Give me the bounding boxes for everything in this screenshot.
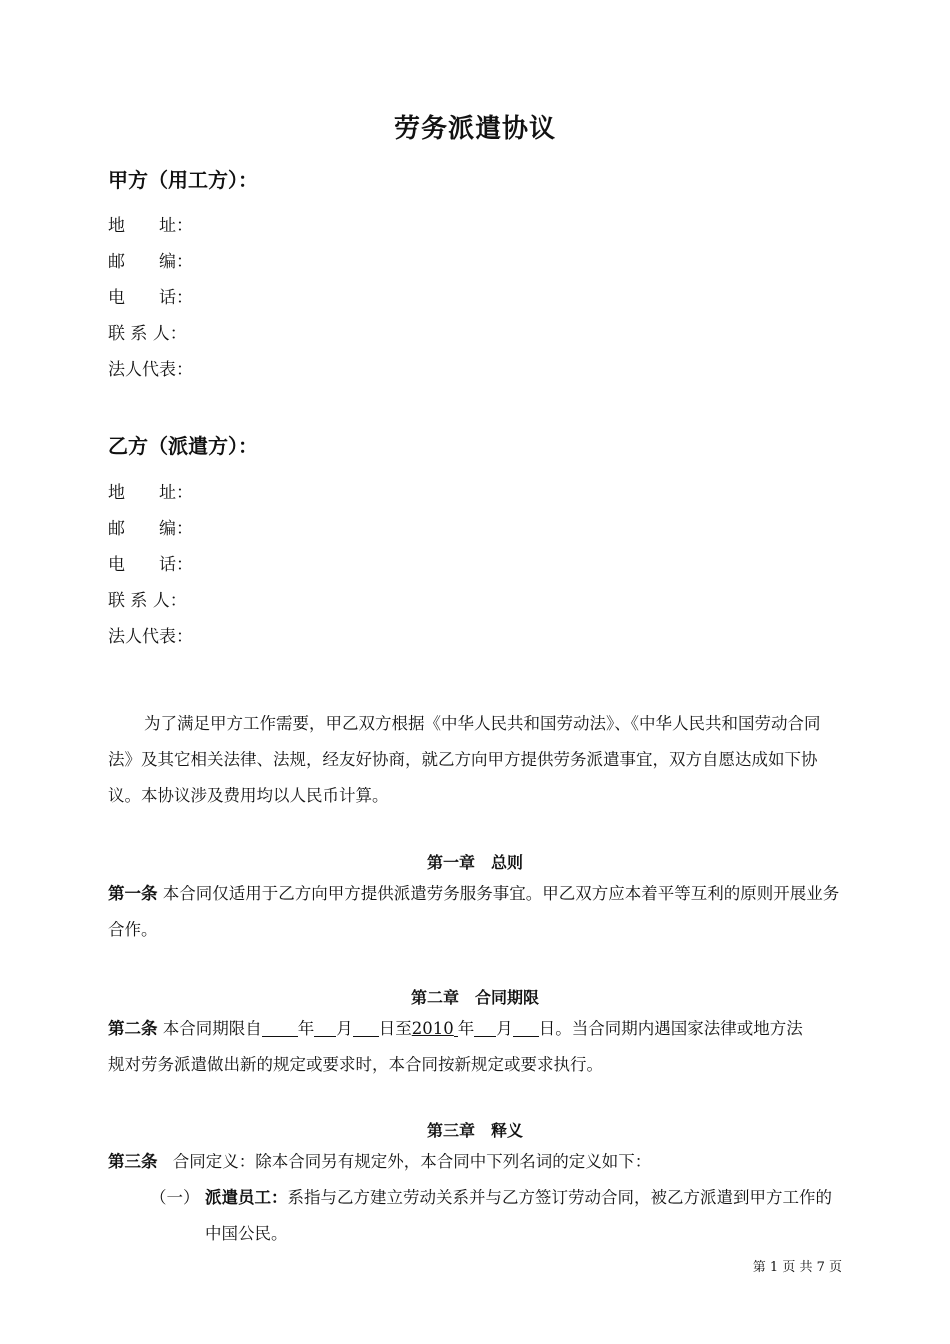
end-year-label: 年 [457, 1019, 475, 1038]
article-2-text-middle: 日。当合同期内遇国家法律或地方法 [538, 1019, 803, 1038]
article-2-label: 第二条 [108, 1019, 158, 1038]
start-day-blank [353, 1018, 379, 1037]
month-label: 月 [336, 1019, 353, 1038]
page-number-footer: 第 1 页 共 7 页 [752, 1260, 842, 1275]
party-a-address-label: 地 址： [108, 216, 193, 236]
definition-term: 派遣员工： [205, 1188, 288, 1207]
article-3-label: 第三条 [108, 1152, 158, 1171]
party-b-legal-rep-label: 法人代表： [108, 627, 193, 647]
party-b-contact-label: 联 系 人： [108, 591, 187, 611]
article-1-text: 本合同仅适用于乙方向甲方提供派遣劳务服务事宜。甲乙双方应本着平等互利的原则开展业务合作。 [108, 884, 840, 939]
party-b-phone-label: 电 话： [108, 555, 193, 575]
article-1-label: 第一条 [108, 884, 158, 903]
end-year-value: 2010 [411, 1019, 454, 1038]
preamble-paragraph: 为了满足甲方工作需要，甲乙双方根据《中华人民共和国劳动法》、《中华人民共和国劳动合同法》及其它相关法律、法规，经友好协商，就乙方向甲方提供劳务派遣事宜，双方自愿达成如下协议。本协议涉及费用均以人民币计算。 [108, 714, 821, 805]
party-b-heading: 乙方（派遣方）： [108, 434, 258, 458]
article-2 [108, 1011, 843, 1083]
definition-item-number: （一） [150, 1188, 200, 1207]
start-month-blank [314, 1018, 336, 1037]
start-year-blank [262, 1018, 298, 1037]
chapter-2-heading: 第二章 合同期限 [410, 988, 539, 1007]
party-a-phone-label: 电 话： [108, 288, 193, 308]
party-a-legal-rep-label: 法人代表： [108, 360, 193, 380]
document-title: 劳务派遣协议 [393, 114, 556, 144]
article-2-text-end: 规对劳务派遣做出新的规定或要求时，本合同按新规定或要求执行。 [108, 1055, 603, 1074]
end-day-blank [513, 1018, 539, 1037]
article-1 [108, 876, 843, 948]
definition-text: 系指与乙方建立劳动关系并与乙方签订劳动合同，被乙方派遣到甲方工作的中国公民。 [205, 1188, 832, 1243]
party-a-heading: 甲方（用工方）： [108, 168, 258, 192]
party-a-postcode-label: 邮 编： [108, 252, 193, 272]
year-label: 年 [297, 1019, 315, 1038]
party-b-postcode-label: 邮 编： [108, 519, 193, 539]
chapter-3-heading: 第三章 释义 [426, 1121, 523, 1140]
end-month-label: 月 [496, 1019, 513, 1038]
article-3-text: 合同定义：除本合同另有规定外，本合同中下列名词的定义如下： [172, 1152, 652, 1171]
chapter-1-heading: 第一章 总则 [426, 853, 523, 872]
end-month-blank [474, 1018, 496, 1037]
party-b-address-label: 地 址： [108, 483, 193, 503]
definition-item-1 [150, 1180, 842, 1252]
day-to-label: 日至 [378, 1019, 412, 1038]
party-a-contact-label: 联 系 人： [108, 324, 187, 344]
article-3 [108, 1144, 843, 1180]
article-2-text-start: 本合同期限自 [162, 1019, 262, 1038]
